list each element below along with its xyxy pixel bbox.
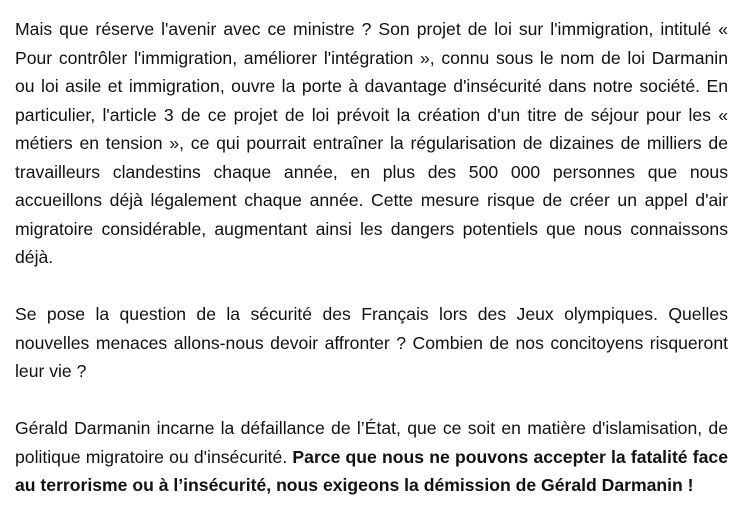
paragraph-immigration-law [15, 15, 728, 272]
paragraph-conclusion [15, 414, 728, 500]
paragraph-text: Gérald Darmanin incarne la défaillance de l’État, que ce soit en matière d'islamisation, de politique migratoire ou d'insécurité. [15, 418, 728, 467]
paragraph-text: Mais que réserve l'avenir avec ce ministre ? Son projet de loi sur l'immigration, intitulé « Pour contrôler l'immigration, améliorer l'intégration », connu sous le nom de loi Darmanin ou loi asile et immigration, ouvre la porte à davantage d'insécurité dans notre société. En particulier, l'article 3 de ce projet de loi prévoit la création d'un titre de séjour pour les « métiers en tension », ce qui pourrait entraîner la régularisation de dizaines de milliers de travailleurs clandestins chaque année, en plus des 500 000 personnes que nous accueillons déjà légalement chaque année. Cette mesure risque de créer un appel d'air migratoire considérable, augmentant ainsi les dangers potentiels que nous connaissons déjà. [15, 19, 728, 267]
paragraph-bold-demand: Parce que nous ne pouvons accepter la fatalité face au terrorisme ou à l’insécurité, nous exigeons la démission de Gérald Darmanin ! [15, 446, 728, 495]
paragraph-olympics-security [15, 300, 728, 386]
paragraph-text: Se pose la question de la sécurité des Français lors des Jeux olympiques. Quelles nouvelles menaces allons-nous devoir affronter ? Combien de nos concitoyens risqueront leur vie ? [15, 304, 728, 381]
article-body [15, 15, 728, 500]
